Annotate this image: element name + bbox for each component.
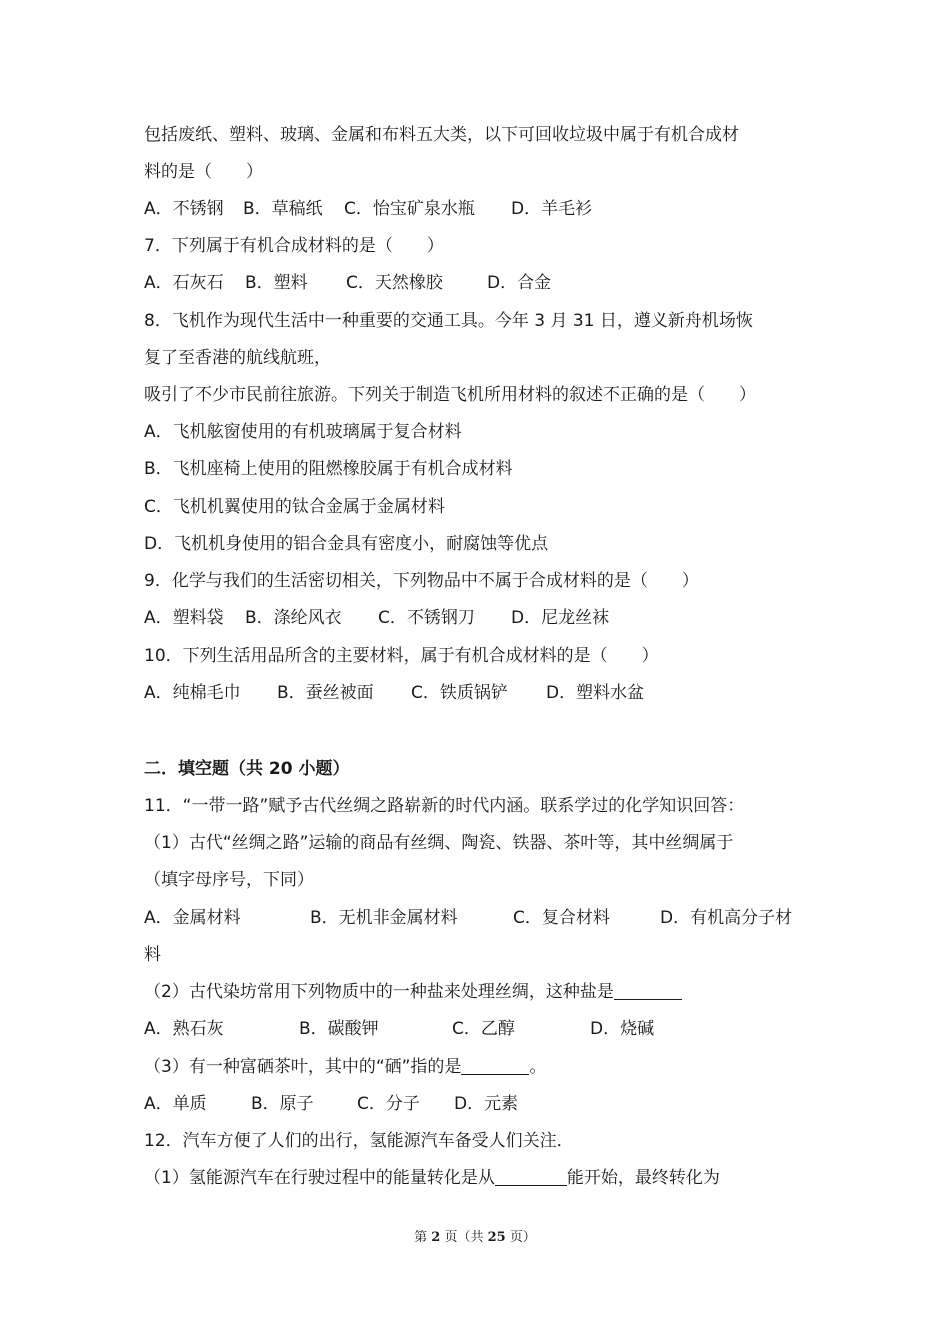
question-7-stem: 7．下列属于有机合成材料的是（ ） [144,236,444,256]
question-6-options [144,198,824,220]
q10-option-c: C．铁质锅铲 [411,683,508,703]
q11-p1-option-d: D．有机高分子材 [660,908,793,928]
q11-p2-option-b: B．碳酸钾 [299,1019,379,1039]
q11-part3-options [144,1093,824,1115]
q8-option-c: C．飞机机翼使用的钛合金属于金属材料 [144,497,445,517]
q11-p3-option-b: B．原子 [251,1094,314,1114]
q7-option-a: A．石灰石 [144,273,224,293]
q11-part1-option-d-wrap: 料 [144,945,161,965]
q11-p3-option-a: A．单质 [144,1094,207,1114]
q11-p2-option-d: D．烧碱 [590,1019,655,1039]
footer-middle: 页（共 [440,1230,488,1245]
q9-option-c: C．不锈钢刀 [378,608,475,628]
q10-option-a: A．纯棉毛巾 [144,683,241,703]
section-2-heading: 二．填空题（共 20 小题） [144,759,350,779]
question-10-stem: 10．下列生活用品所含的主要材料，属于有机合成材料的是（ ） [144,646,659,666]
question-11-stem: 11．“一带一路”赋予古代丝绸之路崭新的时代内涵。联系学过的化学知识回答： [144,796,745,816]
q6-option-a: A．不锈钢 [144,199,224,219]
q11-part3-text: （3）有一种富硒茶叶，其中的“硒”指的是 [144,1057,462,1077]
footer-suffix: 页） [505,1230,536,1245]
q10-option-d: D．塑料水盆 [546,683,645,703]
q9-option-d: D．尼龙丝袜 [511,608,610,628]
q11-p1-option-a: A．金属材料 [144,908,241,928]
q11-part1-options [144,907,824,929]
q11-part2-stem [144,981,824,1003]
q6-option-d: D．羊毛衫 [511,199,593,219]
question-6-line2: 料的是（ ） [144,162,263,182]
question-8-line2: 复了至香港的航线航班， [144,348,331,368]
question-7-options [144,272,824,294]
q12-part1-end: 能开始，最终转化为 [566,1168,720,1188]
q11-part2-options [144,1018,824,1040]
question-8-line3: 吸引了不少市民前往旅游。下列关于制造飞机所用材料的叙述不正确的是（ ） [144,385,756,405]
q12-part1-text: （1）氢能源汽车在行驶过程中的能量转化是从 [144,1168,495,1188]
answer-blank [495,1168,567,1186]
answer-blank [461,1057,529,1075]
page-number: 2 [431,1230,441,1245]
answer-blank [614,982,682,1000]
q11-part2-text: （2）古代染坊常用下列物质中的一种盐来处理丝绸，这种盐是 [144,982,614,1002]
q11-part3-stem [144,1056,824,1078]
question-6-line1: 包括废纸、塑料、玻璃、金属和布料五大类，以下可回收垃圾中属于有机合成材 [144,125,739,145]
q11-p2-option-a: A．熟石灰 [144,1019,224,1039]
q8-option-b: B．飞机座椅上使用的阻燃橡胶属于有机合成材料 [144,459,513,479]
q6-option-b: B．草稿纸 [243,199,323,219]
q11-p1-option-b: B．无机非金属材料 [310,908,458,928]
question-9-stem: 9．化学与我们的生活密切相关，下列物品中不属于合成材料的是（ ） [144,571,699,591]
q11-part1-line1: （1）古代“丝绸之路”运输的商品有丝绸、陶瓷、铁器、茶叶等，其中丝绸属于 [144,833,734,853]
q11-part1-line2: （填字母序号，下同） [144,870,314,890]
total-pages: 25 [487,1230,506,1245]
question-10-options [144,682,824,704]
q11-p2-option-c: C．乙醇 [452,1019,515,1039]
q11-p1-option-c: C．复合材料 [513,908,610,928]
q8-option-d: D．飞机机身使用的铝合金具有密度小，耐腐蚀等优点 [144,534,549,554]
q9-option-b: B．涤纶风衣 [245,608,342,628]
question-9-options [144,607,824,629]
footer-prefix: 第 [414,1230,432,1245]
q7-option-c: C．天然橡胶 [346,273,443,293]
q7-option-d: D．合金 [487,273,552,293]
q8-option-a: A．飞机舷窗使用的有机玻璃属于复合材料 [144,422,462,442]
q11-p3-option-d: D．元素 [454,1094,519,1114]
q12-part1-stem [144,1167,824,1189]
q9-option-a: A．塑料袋 [144,608,224,628]
page-footer [0,1226,950,1245]
question-8-line1: 8．飞机作为现代生活中一种重要的交通工具。今年 3 月 31 日，遵义新舟机场恢 [144,311,753,331]
q6-option-c: C．怡宝矿泉水瓶 [344,199,475,219]
question-12-stem: 12．汽车方便了人们的出行，氢能源汽车备受人们关注． [144,1131,574,1151]
q10-option-b: B．蚕丝被面 [277,683,374,703]
q7-option-b: B．塑料 [245,273,308,293]
q11-p3-option-c: C．分子 [357,1094,420,1114]
q11-part3-end: 。 [529,1057,547,1077]
